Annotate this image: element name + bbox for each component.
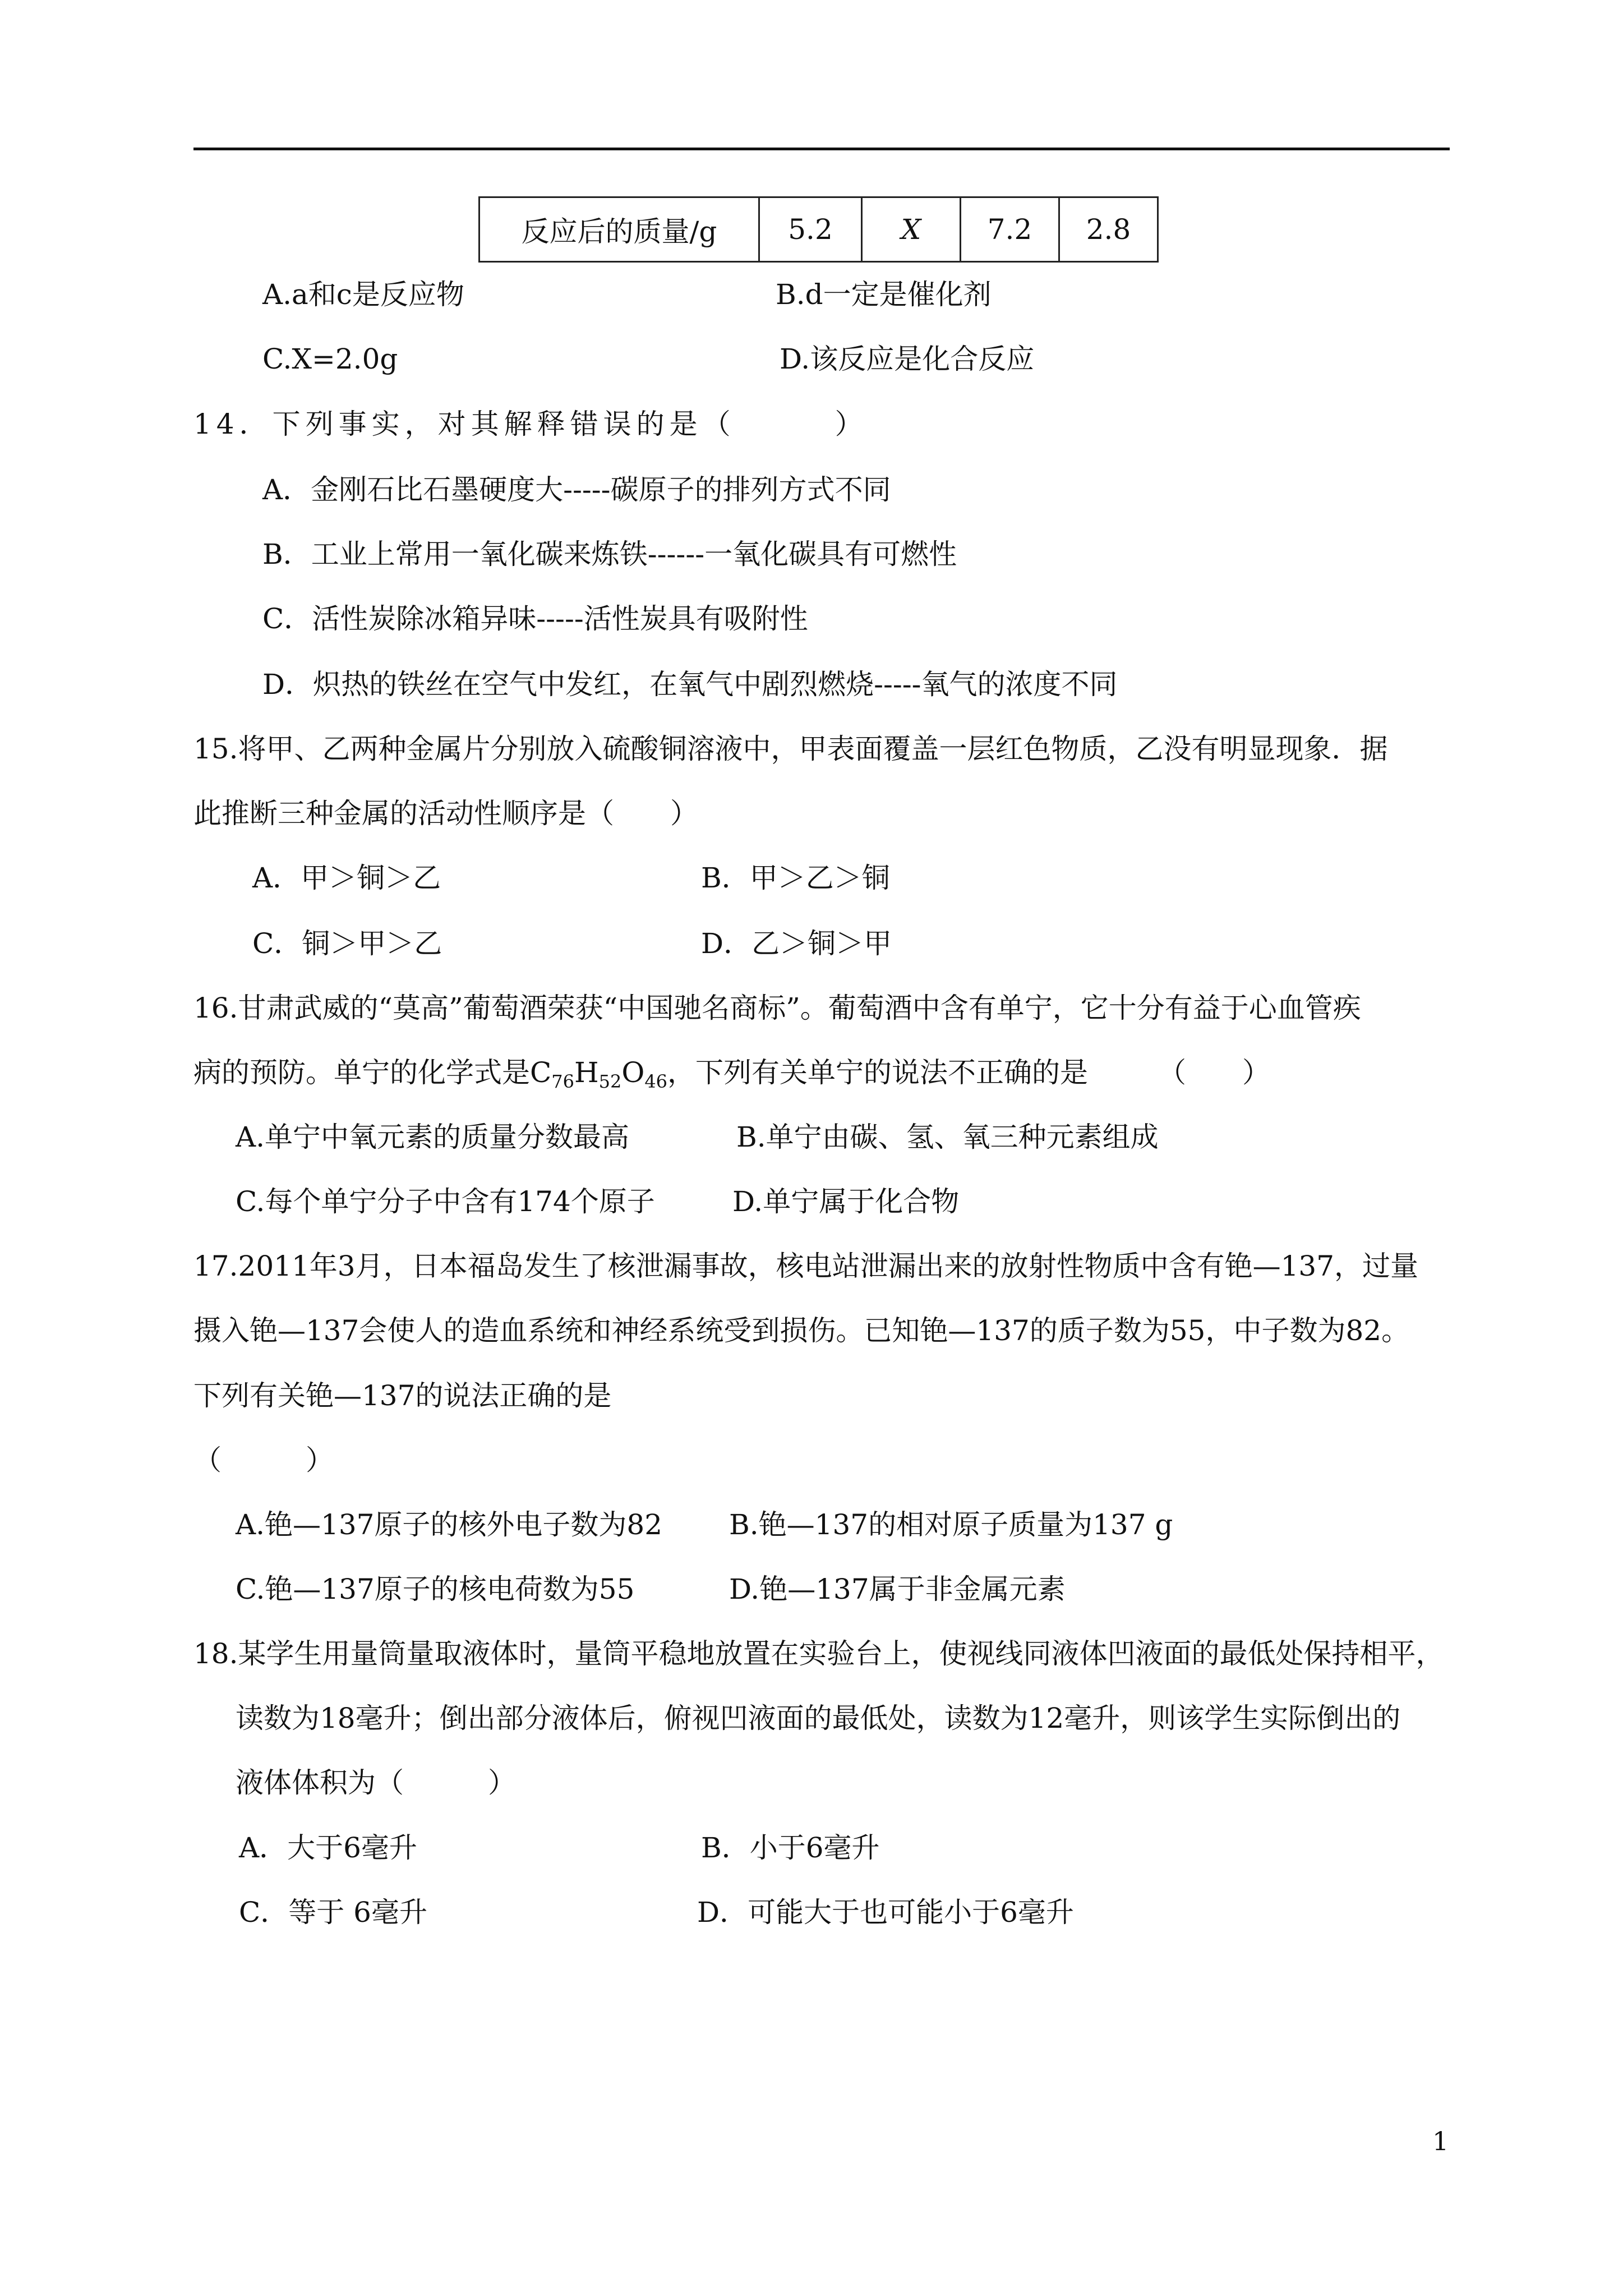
q16-stem-line1: 16.甘肃武威的“莫高”葡萄酒荣获“中国驰名商标”。葡萄酒中含有单宁，它十分有益于心血管疾	[193, 992, 1361, 1024]
table-cell-b: X	[862, 197, 961, 262]
q17-answer-paren: （ ）	[193, 1444, 334, 1476]
table-cell-a: 5.2	[759, 197, 862, 262]
q15-option-a: A．甲＞铜＞乙	[252, 862, 441, 894]
table-cell-d: 2.8	[1059, 197, 1158, 262]
q15-stem-line2: 此推断三种金属的活动性顺序是（ ）	[193, 797, 698, 830]
q16-stem-pre: 病的预防。单宁的化学式是	[193, 1056, 530, 1089]
q18-option-c: C．等于 6毫升	[239, 1896, 427, 1929]
q16-option-d: D.单宁属于化合物	[732, 1185, 960, 1218]
q16-stem-line2	[193, 1056, 1271, 1092]
q18-stem-line3: 液体体积为（ ）	[236, 1766, 516, 1799]
q17-option-c: C.铯—137原子的核电荷数为55	[236, 1573, 635, 1605]
q14-option-a: A．金刚石比石墨硬度大-----碳原子的排列方式不同	[262, 473, 891, 506]
q17-option-a: A.铯—137原子的核外电子数为82	[236, 1508, 663, 1541]
q13-option-b: B.d一定是催化剂	[776, 278, 992, 311]
table-row-label: 反应后的质量/g	[479, 197, 759, 262]
q18-option-a: A．大于6毫升	[239, 1832, 417, 1864]
q16-option-a: A.单宁中氧元素的质量分数最高	[236, 1121, 630, 1153]
q16-option-c: C.每个单宁分子中含有174个原子	[236, 1185, 655, 1218]
q15-option-b: B．甲＞乙＞铜	[701, 862, 890, 894]
q15-option-c: C．铜＞甲＞乙	[252, 927, 442, 960]
q13-option-d: D.该反应是化合反应	[780, 343, 1035, 375]
tannin-formula: $C_{76}H_{52}O_{46}$	[530, 1056, 668, 1092]
page-number: 1	[1432, 2126, 1449, 2156]
q17-stem-line3: 下列有关铯—137的说法正确的是	[193, 1379, 612, 1412]
q17-stem-line2: 摄入铯—137会使人的造血系统和神经系统受到损伤。已知铯—137的质子数为55，中子数为82。	[193, 1314, 1410, 1347]
q17-option-d: D.铯—137属于非金属元素	[729, 1573, 1066, 1605]
q14-stem: 14．下列事实，对其解释错误的是（ ）	[193, 408, 868, 440]
q16-stem-post: ，下列有关单宁的说法不正确的是 （ ）	[667, 1056, 1271, 1089]
mass-table	[478, 196, 1159, 263]
q13-option-a: A.a和c是反应物	[262, 278, 464, 311]
q15-option-d: D．乙＞铜＞甲	[701, 927, 892, 960]
q18-option-b: B．小于6毫升	[701, 1832, 880, 1864]
q14-option-b: B．工业上常用一氧化碳来炼铁------一氧化碳具有可燃性	[262, 538, 957, 570]
q15-stem-line1: 15.将甲、乙两种金属片分别放入硫酸铜溶液中，甲表面覆盖一层红色物质，乙没有明显现象．据	[193, 733, 1388, 765]
q16-option-b: B.单宁由碳、氢、氧三种元素组成	[736, 1121, 1159, 1153]
table-cell-c: 7.2	[961, 197, 1059, 262]
q17-option-b: B.铯—137的相对原子质量为137 g	[729, 1508, 1173, 1541]
q14-option-c: C．活性炭除冰箱异味-----活性炭具有吸附性	[262, 602, 808, 635]
header-rule	[193, 148, 1450, 150]
q18-option-d: D．可能大于也可能小于6毫升	[697, 1896, 1074, 1929]
q18-stem-line1: 18.某学生用量筒量取液体时，量筒平稳地放置在实验台上，使视线同液体凹液面的最低处保持相平，	[193, 1637, 1444, 1670]
table-row	[479, 197, 1158, 262]
q17-stem-line1: 17.2011年3月，日本福岛发生了核泄漏事故，核电站泄漏出来的放射性物质中含有铯—137，过量	[193, 1250, 1419, 1282]
q13-option-c: C.X=2.0g	[262, 343, 398, 375]
q14-option-d: D．炽热的铁丝在空气中发红，在氧气中剧烈燃烧-----氧气的浓度不同	[262, 668, 1118, 701]
q18-stem-line2: 读数为18毫升；倒出部分液体后，俯视凹液面的最低处，读数为12毫升，则该学生实际倒出的	[236, 1702, 1401, 1734]
